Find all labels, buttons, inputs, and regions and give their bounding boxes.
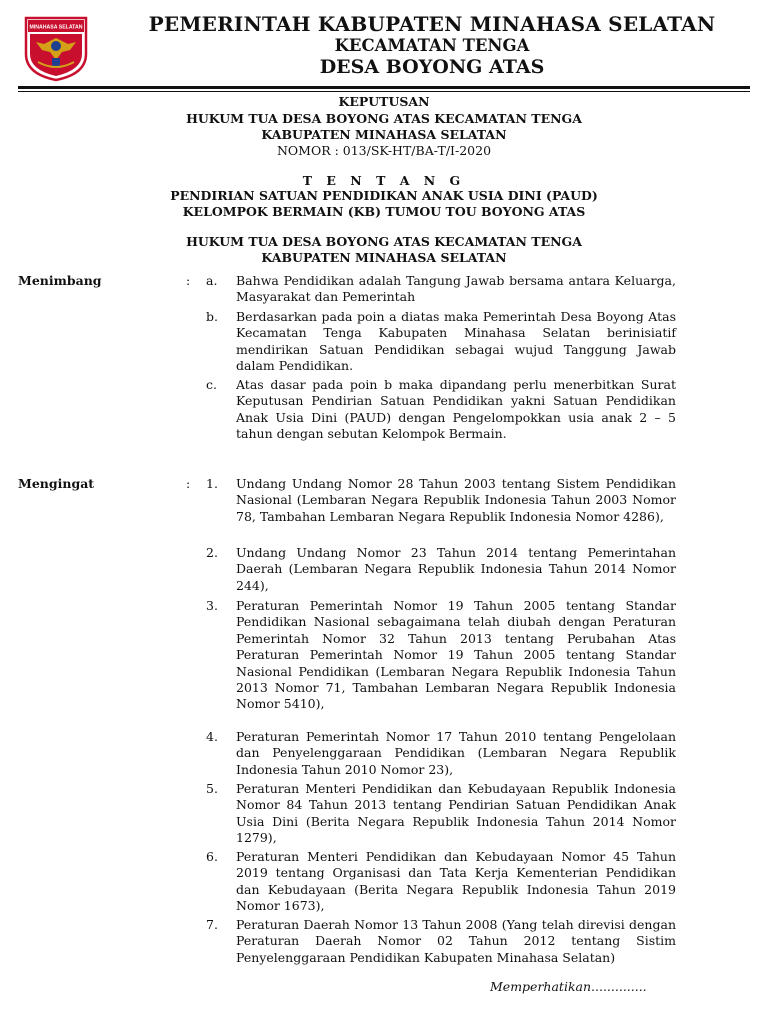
letterhead bbox=[0, 0, 768, 92]
decree-issuer-line: HUKUM TUA DESA BOYONG ATAS KECAMATAN TENGA bbox=[186, 111, 582, 126]
item-marker: b. bbox=[206, 309, 218, 324]
letterhead-thin-rule bbox=[18, 91, 750, 92]
village-name: DESA BOYONG ATAS bbox=[319, 56, 545, 78]
item-text: Peraturan Pemerintah Nomor 19 Tahun 2005 tentang Standar Pendidikan Nasional sebagaimana telah diubah dengan Peraturan Pemerintah Nomor 32 Tahun 2013 tentang Perubahan Atas Peraturan Pemerintah Nomor 19 Tahun 2005 tentang Standar Nasional Pendidikan (Lembaran Negara Republik Indonesia Tahun 2013 Nomor 71, Tambahan Lembaran Negara Republik Indonesia Nomor 5410), bbox=[236, 598, 676, 712]
letterhead-text bbox=[96, 12, 768, 78]
government-name: PEMERINTAH KABUPATEN MINAHASA SELATAN bbox=[148, 12, 716, 36]
item-text: Peraturan Menteri Pendidikan dan Kebudayaan Nomor 45 Tahun 2019 tentang Organisasi dan Tata Kerja Kementerian Pendidikan dan Kebudayaan (Berita Negara Republik Indonesia Tahun 2019 Nomor 1673), bbox=[236, 849, 676, 914]
item-marker: 5. bbox=[206, 781, 218, 796]
item-text: Peraturan Menteri Pendidikan dan Kebudayaan Republik Indonesia Nomor 84 Tahun 2013 tentang Pendirian Satuan Pendidikan Anak Usia Dini (Berita Negara Republik Indonesia Tahun 2014 Nomor 1279), bbox=[236, 781, 676, 846]
menimbang-label: Menimbang bbox=[18, 273, 102, 288]
item-text: Berdasarkan pada poin a diatas maka Pemerintah Desa Boyong Atas Kecamatan Tenga Kabupaten Minahasa Selatan berinisiatif mendirikan Satuan Pendidikan sebagai wujud Tanggung Jawab dalam Pendidikan. bbox=[236, 309, 676, 374]
continuation-marker: Memperhatikan.............. bbox=[490, 979, 647, 994]
item-text: Peraturan Pemerintah Nomor 17 Tahun 2010 tentang Pengelolaan dan Penyelenggaraan Pendidikan (Lembaran Negara Republik Indonesia Tahun 2010 Nomor 23), bbox=[236, 729, 676, 777]
item-marker: 1. bbox=[206, 476, 218, 491]
item-marker: c. bbox=[206, 377, 217, 392]
district-name: KECAMATAN TENGA bbox=[334, 36, 530, 55]
subject-line-2: KELOMPOK BERMAIN (KB) TUMOU TOU BOYONG ATAS bbox=[182, 204, 586, 219]
item-text: Undang Undang Nomor 23 Tahun 2014 tentang Pemerintahan Daerah (Lembaran Negara Republik Indonesia Tahun 2014 Nomor 244), bbox=[236, 545, 676, 593]
emblem-label: MINAHASA SELATAN bbox=[29, 24, 83, 31]
item-marker: 3. bbox=[206, 598, 218, 613]
letterhead-thick-rule bbox=[18, 86, 750, 89]
decree-regency-line: KABUPATEN MINAHASA SELATAN bbox=[261, 127, 507, 142]
item-marker: 4. bbox=[206, 729, 218, 744]
menimbang-colon: : bbox=[186, 273, 191, 288]
mengingat-colon: : bbox=[186, 476, 191, 491]
regency-emblem-icon bbox=[22, 14, 90, 82]
decree-heading: KEPUTUSAN bbox=[338, 94, 430, 109]
item-text: Bahwa Pendidikan adalah Tangung Jawab bersama antara Keluarga, Masyarakat dan Pemerintah bbox=[236, 273, 676, 305]
item-marker: 7. bbox=[206, 917, 218, 932]
item-marker: 2. bbox=[206, 545, 218, 560]
item-marker: 6. bbox=[206, 849, 218, 864]
item-text: Peraturan Daerah Nomor 13 Tahun 2008 (Yang telah direvisi dengan Peraturan Daerah Nomor 02 Tahun 2012 tentang Sistim Penyelenggaraan Pendidikan Kabupaten Minahasa Selatan) bbox=[236, 917, 676, 965]
mengingat-section bbox=[18, 476, 678, 976]
decree-number: NOMOR : 013/SK-HT/BA-T/I-2020 bbox=[276, 143, 492, 158]
mengingat-label: Mengingat bbox=[18, 476, 95, 491]
tentang-heading: T E N T A N G bbox=[302, 173, 466, 188]
item-marker: a. bbox=[206, 273, 218, 288]
item-text: Atas dasar pada poin b maka dipandang perlu menerbitkan Surat Keputusan Pendirian Satuan Pendidikan yakni Satuan Pendidikan Anak Usia Dini (PAUD) dengan Pengelompokkan usia anak 2 – 5 tahun dengan sebutan Kelompok Bermain. bbox=[236, 377, 676, 442]
subject-line-1: PENDIRIAN SATUAN PENDIDIKAN ANAK USIA DINI (PAUD) bbox=[170, 188, 598, 203]
menimbang-section bbox=[18, 273, 678, 463]
issuer-line-1: HUKUM TUA DESA BOYONG ATAS KECAMATAN TENGA bbox=[186, 234, 582, 249]
issuer-line-2: KABUPATEN MINAHASA SELATAN bbox=[261, 250, 507, 265]
item-text: Undang Undang Nomor 28 Tahun 2003 tentang Sistem Pendidikan Nasional (Lembaran Negara Republik Indonesia Tahun 2003 Nomor 78, Tambahan Lembaran Negara Republik Indonesia Nomor 4286), bbox=[236, 476, 676, 524]
